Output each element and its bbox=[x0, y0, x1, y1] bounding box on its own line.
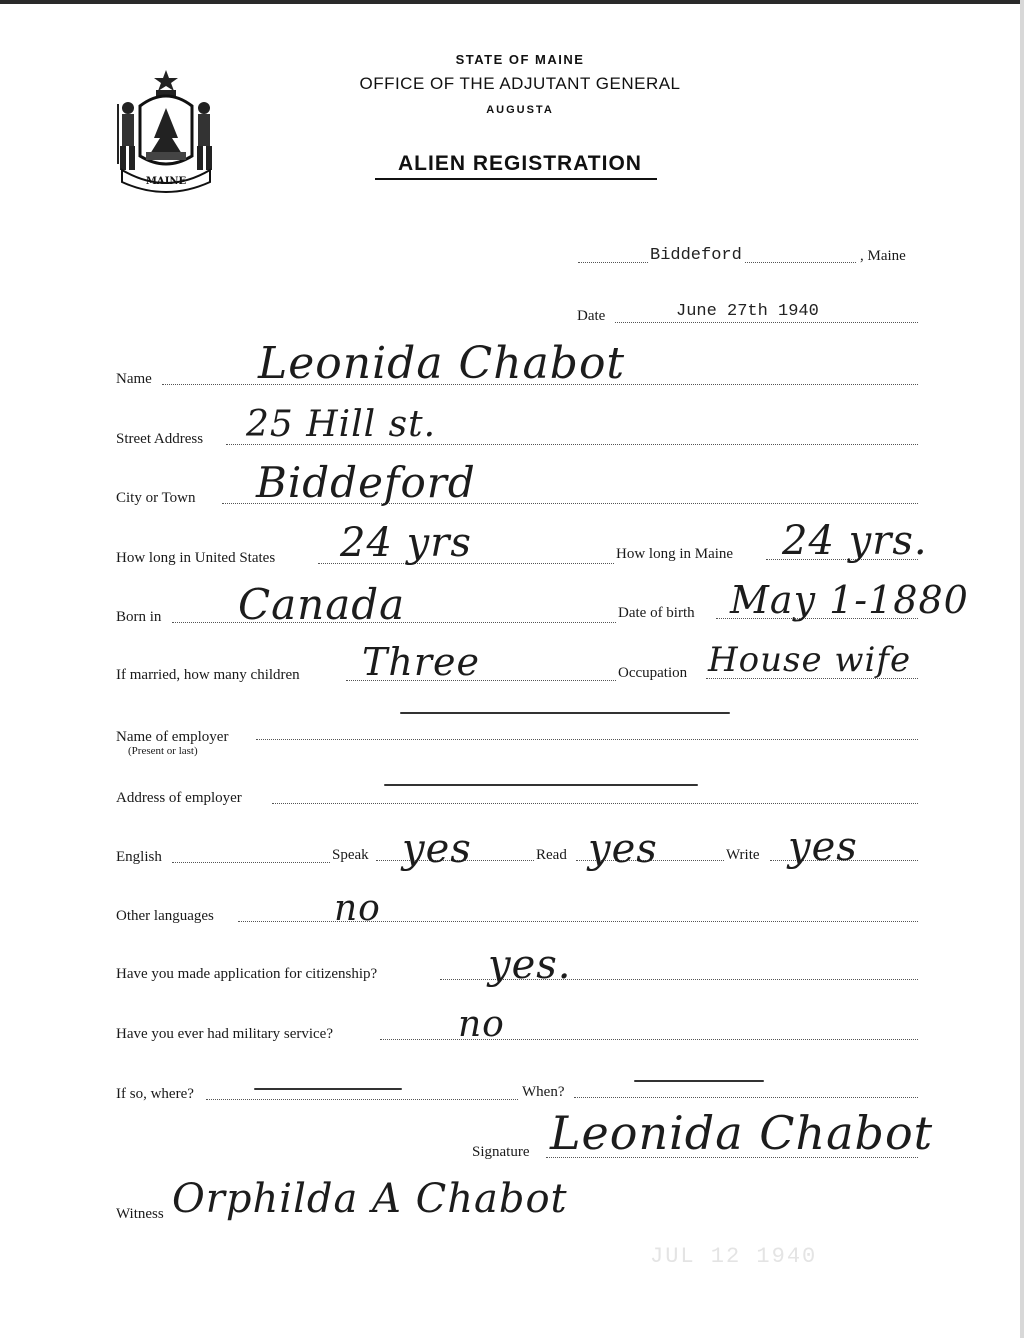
witness-label: Witness bbox=[116, 1206, 164, 1222]
location-state-suffix: , Maine bbox=[860, 248, 906, 264]
employer-name-label: Name of employer bbox=[116, 729, 229, 745]
other-languages-handwritten: no bbox=[334, 888, 381, 929]
english-dotted-line bbox=[172, 862, 330, 863]
born-in-handwritten: Canada bbox=[238, 580, 406, 629]
occupation-handwritten: House wife bbox=[708, 640, 912, 680]
read-label: Read bbox=[536, 847, 567, 863]
birth-date-handwritten: May 1-1880 bbox=[730, 578, 969, 622]
date-dotted-line bbox=[615, 322, 918, 323]
speak-handwritten: yes bbox=[402, 826, 472, 872]
employer-name-dotted-line bbox=[256, 739, 918, 740]
when-label: When? bbox=[522, 1084, 565, 1100]
children-handwritten: Three bbox=[362, 640, 480, 684]
occupation-label: Occupation bbox=[618, 665, 688, 681]
citizenship-handwritten: yes. bbox=[488, 942, 572, 988]
write-handwritten: yes bbox=[788, 824, 858, 870]
received-stamp: JUL 12 1940 bbox=[650, 1244, 818, 1269]
street-label: Street Address bbox=[116, 431, 204, 447]
scan-border-top bbox=[0, 0, 1024, 4]
years-maine-handwritten: 24 yrs. bbox=[782, 518, 928, 564]
form-title: ALIEN REGISTRATION bbox=[398, 152, 642, 175]
military-label: Have you ever had military service? bbox=[116, 1026, 333, 1042]
years-us-handwritten: 24 yrs bbox=[340, 520, 472, 566]
other-languages-label: Other languages bbox=[116, 908, 214, 924]
city-handwritten: Biddeford bbox=[256, 458, 476, 507]
where-dotted-line bbox=[206, 1099, 518, 1100]
name-handwritten: Leonida Chabot bbox=[258, 338, 626, 389]
employer-name-sublabel: (Present or last) bbox=[128, 745, 198, 757]
where-dash bbox=[254, 1088, 402, 1090]
header-office: OFFICE OF THE ADJUTANT GENERAL bbox=[359, 74, 681, 93]
header-state: STATE OF MAINE bbox=[455, 52, 585, 67]
read-handwritten: yes bbox=[588, 826, 658, 872]
employer-address-dotted-line bbox=[272, 803, 918, 804]
speak-label: Speak bbox=[332, 847, 369, 863]
date-label: Date bbox=[577, 308, 606, 324]
signature-label: Signature bbox=[472, 1144, 530, 1160]
svg-text:MAINE: MAINE bbox=[145, 176, 187, 187]
title-underline bbox=[375, 178, 657, 180]
signature-handwritten: Leonida Chabot bbox=[550, 1106, 934, 1160]
city-label: City or Town bbox=[116, 490, 196, 506]
location-city-typed: Biddeford bbox=[650, 246, 742, 265]
write-label: Write bbox=[726, 847, 760, 863]
military-handwritten: no bbox=[458, 1004, 505, 1045]
born-in-label: Born in bbox=[116, 609, 162, 625]
name-label: Name bbox=[116, 371, 152, 387]
header-city: AUGUSTA bbox=[486, 104, 554, 116]
children-label: If married, how many children bbox=[116, 667, 300, 683]
when-dash bbox=[634, 1080, 764, 1082]
english-label: English bbox=[116, 849, 162, 865]
date-value-typed: June 27th 1940 bbox=[676, 302, 819, 321]
employer-name-dash bbox=[400, 712, 730, 714]
where-label: If so, where? bbox=[116, 1086, 194, 1102]
witness-handwritten: Orphilda A Chabot bbox=[172, 1176, 568, 1222]
employer-address-dash bbox=[384, 784, 698, 786]
citizenship-label: Have you made application for citizenship? bbox=[116, 966, 378, 982]
years-us-label: How long in United States bbox=[116, 550, 276, 566]
years-maine-label: How long in Maine bbox=[616, 546, 734, 562]
employer-address-label: Address of employer bbox=[116, 790, 242, 806]
when-dotted-line bbox=[574, 1097, 918, 1098]
birth-date-label: Date of birth bbox=[618, 605, 695, 621]
scan-border-right bbox=[1020, 0, 1024, 1338]
street-handwritten: 25 Hill st. bbox=[246, 404, 437, 445]
